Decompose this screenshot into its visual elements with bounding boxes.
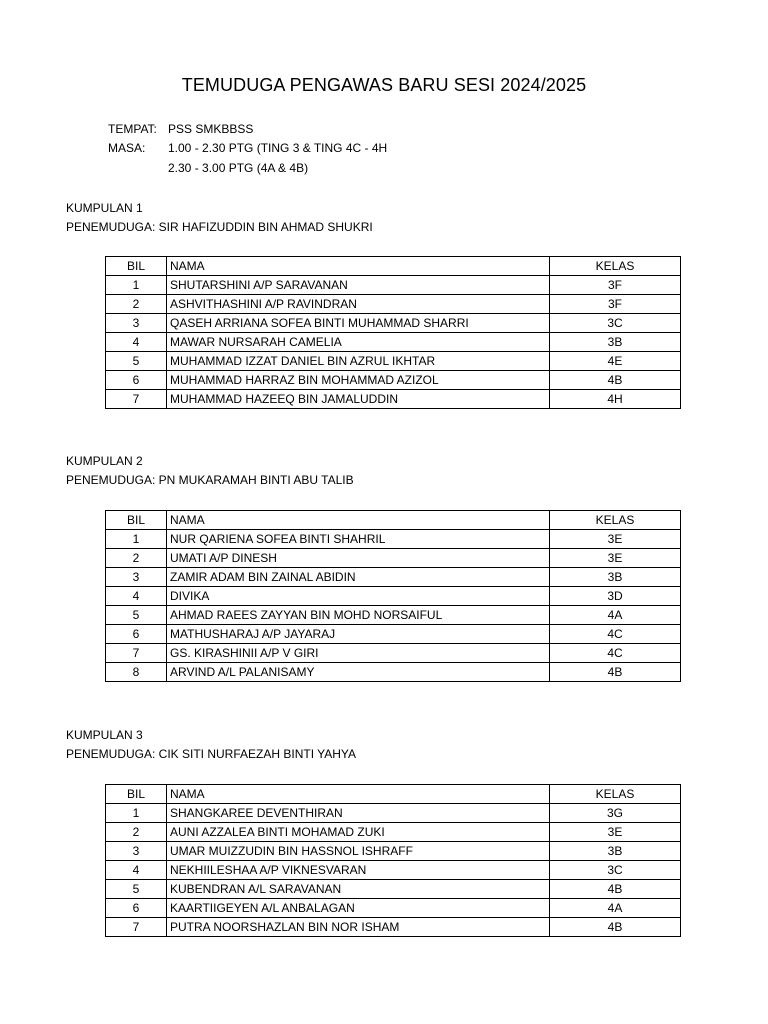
- cell-kelas: 3B: [550, 842, 681, 861]
- header-bil: BIL: [106, 511, 167, 530]
- cell-nama: AHMAD RAEES ZAYYAN BIN MOHD NORSAIFUL: [167, 606, 550, 625]
- cell-nama: MUHAMMAD IZZAT DANIEL BIN AZRUL IKHTAR: [167, 352, 550, 371]
- cell-nama: UMATI A/P DINESH: [167, 549, 550, 568]
- table-row: [106, 606, 681, 625]
- cell-nama: KAARTIIGEYEN A/L ANBALAGAN: [167, 899, 550, 918]
- cell-bil: 7: [106, 390, 167, 409]
- cell-kelas: 3C: [550, 314, 681, 333]
- cell-kelas: 4A: [550, 899, 681, 918]
- cell-bil: 5: [106, 352, 167, 371]
- cell-kelas: 3G: [550, 804, 681, 823]
- group-1-label: KUMPULAN 1: [66, 201, 143, 215]
- cell-bil: 2: [106, 549, 167, 568]
- table-row: [106, 804, 681, 823]
- group-3-interviewer: PENEMUDUGA: CIK SITI NURFAEZAH BINTI YAHYA: [66, 747, 357, 761]
- cell-nama: AUNI AZZALEA BINTI MOHAMAD ZUKI: [167, 823, 550, 842]
- cell-bil: 4: [106, 587, 167, 606]
- cell-kelas: 4C: [550, 625, 681, 644]
- cell-bil: 1: [106, 530, 167, 549]
- table-row: [106, 625, 681, 644]
- table-row: [106, 899, 681, 918]
- table-row: [106, 371, 681, 390]
- cell-kelas: 4H: [550, 390, 681, 409]
- cell-nama: UMAR MUIZZUDIN BIN HASSNOL ISHRAFF: [167, 842, 550, 861]
- group-3-rows: [106, 804, 681, 937]
- table-row: [106, 549, 681, 568]
- table-row: [106, 276, 681, 295]
- cell-kelas: 4A: [550, 606, 681, 625]
- header-kelas: KELAS: [550, 257, 681, 276]
- cell-kelas: 4B: [550, 880, 681, 899]
- table-row: [106, 663, 681, 682]
- cell-nama: MUHAMMAD HARRAZ BIN MOHAMMAD AZIZOL: [167, 371, 550, 390]
- cell-bil: 6: [106, 371, 167, 390]
- group-1-rows: [106, 276, 681, 409]
- group-2-rows: [106, 530, 681, 682]
- table-row: [106, 352, 681, 371]
- header-kelas: KELAS: [550, 511, 681, 530]
- cell-bil: 2: [106, 295, 167, 314]
- cell-kelas: 3E: [550, 530, 681, 549]
- cell-bil: 4: [106, 861, 167, 880]
- cell-bil: 1: [106, 276, 167, 295]
- cell-kelas: 4B: [550, 371, 681, 390]
- table-header-row: [106, 257, 681, 276]
- time-line-2: [108, 161, 308, 175]
- cell-kelas: 3E: [550, 823, 681, 842]
- cell-kelas: 4E: [550, 352, 681, 371]
- cell-kelas: 3E: [550, 549, 681, 568]
- cell-nama: ZAMIR ADAM BIN ZAINAL ABIDIN: [167, 568, 550, 587]
- cell-nama: MUHAMMAD HAZEEQ BIN JAMALUDDIN: [167, 390, 550, 409]
- group-1-interviewer: PENEMUDUGA: SIR HAFIZUDDIN BIN AHMAD SHUKRI: [66, 220, 373, 234]
- cell-kelas: 4C: [550, 644, 681, 663]
- table-row: [106, 333, 681, 352]
- cell-bil: 7: [106, 918, 167, 937]
- time-line: [108, 141, 387, 155]
- cell-bil: 3: [106, 568, 167, 587]
- page-title: TEMUDUGA PENGAWAS BARU SESI 2024/2025: [181, 75, 587, 95]
- table-header-row: [106, 511, 681, 530]
- cell-kelas: 4B: [550, 918, 681, 937]
- cell-nama: DIVIKA: [167, 587, 550, 606]
- cell-kelas: 3F: [550, 276, 681, 295]
- cell-kelas: 3B: [550, 568, 681, 587]
- table-row: [106, 842, 681, 861]
- cell-kelas: 3C: [550, 861, 681, 880]
- header-nama: NAMA: [167, 257, 550, 276]
- cell-nama: KUBENDRAN A/L SARAVANAN: [167, 880, 550, 899]
- cell-kelas: 4B: [550, 663, 681, 682]
- cell-bil: 4: [106, 333, 167, 352]
- group-2-table: [105, 510, 681, 682]
- cell-nama: PUTRA NOORSHAZLAN BIN NOR ISHAM: [167, 918, 550, 937]
- cell-bil: 5: [106, 880, 167, 899]
- group-2-label: KUMPULAN 2: [66, 454, 143, 468]
- cell-kelas: 3F: [550, 295, 681, 314]
- group-2-interviewer: PENEMUDUGA: PN MUKARAMAH BINTI ABU TALIB: [66, 473, 354, 487]
- header-bil: BIL: [106, 257, 167, 276]
- group-3-table: [105, 784, 681, 937]
- venue-value: PSS SMKBBSS: [168, 122, 254, 136]
- cell-bil: 6: [106, 625, 167, 644]
- table-row: [106, 568, 681, 587]
- time-slot-1: 1.00 - 2.30 PTG (TING 3 & TING 4C - 4H: [168, 141, 388, 155]
- header-nama: NAMA: [167, 785, 550, 804]
- cell-bil: 3: [106, 842, 167, 861]
- cell-nama: ARVIND A/L PALANISAMY: [167, 663, 550, 682]
- time-slot-2: 2.30 - 3.00 PTG (4A & 4B): [168, 161, 309, 175]
- cell-nama: SHUTARSHINI A/P SARAVANAN: [167, 276, 550, 295]
- cell-bil: 5: [106, 606, 167, 625]
- table-row: [106, 295, 681, 314]
- table-header-row: [106, 785, 681, 804]
- table-row: [106, 918, 681, 937]
- table-row: [106, 390, 681, 409]
- cell-bil: 2: [106, 823, 167, 842]
- cell-bil: 6: [106, 899, 167, 918]
- cell-nama: QASEH ARRIANA SOFEA BINTI MUHAMMAD SHARRI: [167, 314, 550, 333]
- cell-kelas: 3B: [550, 333, 681, 352]
- header-kelas: KELAS: [550, 785, 681, 804]
- cell-nama: MAWAR NURSARAH CAMELIA: [167, 333, 550, 352]
- cell-kelas: 3D: [550, 587, 681, 606]
- time-label: MASA:: [108, 141, 146, 155]
- table-row: [106, 823, 681, 842]
- venue-line: [108, 122, 253, 136]
- group-1-table: [105, 256, 681, 409]
- cell-bil: 3: [106, 314, 167, 333]
- table-row: [106, 587, 681, 606]
- cell-bil: 7: [106, 644, 167, 663]
- header-bil: BIL: [106, 785, 167, 804]
- cell-bil: 8: [106, 663, 167, 682]
- cell-nama: ASHVITHASHINI A/P RAVINDRAN: [167, 295, 550, 314]
- cell-nama: NEKHIILESHAA A/P VIKNESVARAN: [167, 861, 550, 880]
- table-row: [106, 644, 681, 663]
- cell-nama: MATHUSHARAJ A/P JAYARAJ: [167, 625, 550, 644]
- table-row: [106, 861, 681, 880]
- group-3-label: KUMPULAN 3: [66, 728, 143, 742]
- venue-label: TEMPAT:: [108, 122, 157, 136]
- table-row: [106, 880, 681, 899]
- cell-nama: GS. KIRASHINII A/P V GIRI: [167, 644, 550, 663]
- header-nama: NAMA: [167, 511, 550, 530]
- table-row: [106, 314, 681, 333]
- cell-nama: SHANGKAREE DEVENTHIRAN: [167, 804, 550, 823]
- cell-bil: 1: [106, 804, 167, 823]
- cell-nama: NUR QARIENA SOFEA BINTI SHAHRIL: [167, 530, 550, 549]
- table-row: [106, 530, 681, 549]
